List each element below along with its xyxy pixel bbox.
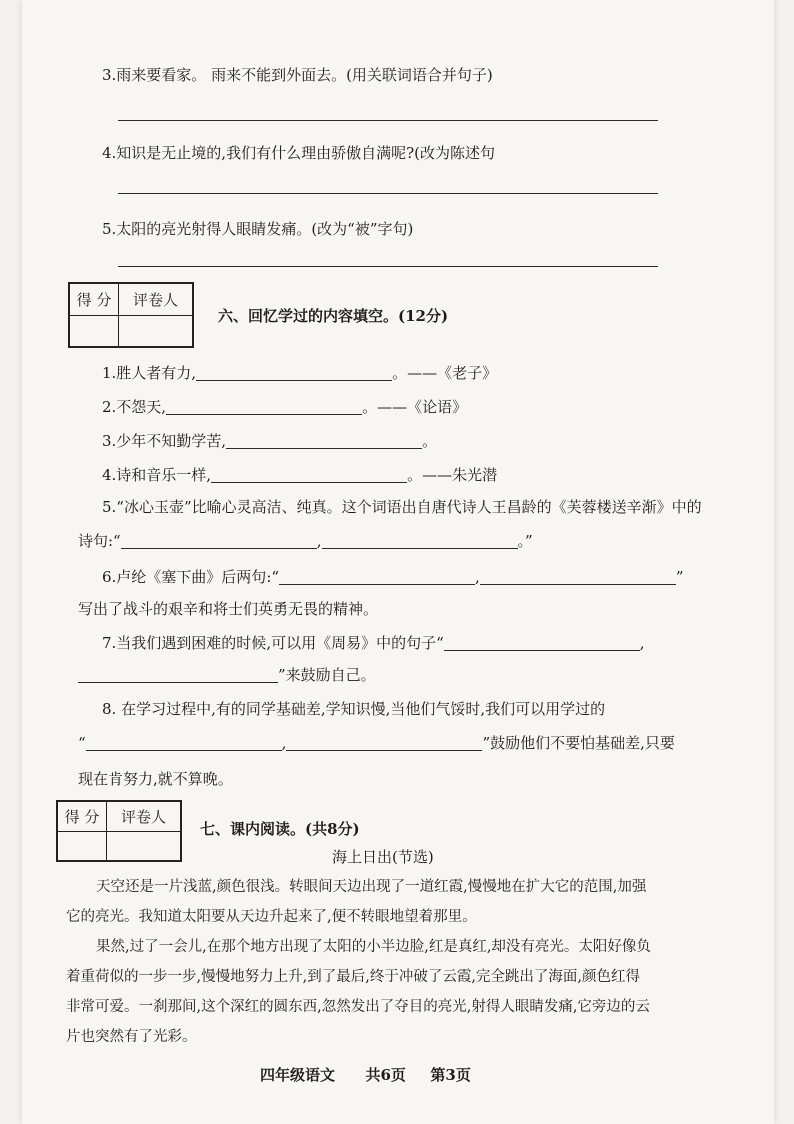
fill-blank[interactable] bbox=[322, 534, 518, 549]
score-cell[interactable] bbox=[70, 316, 118, 347]
exam-page bbox=[22, 0, 774, 1124]
answer-line[interactable] bbox=[118, 266, 658, 267]
passage-p1-line1: 天空还是一片浅蓝,颜色很浅。转眼间天边出现了一道红霞,慢慢地在扩大它的范围,加强 bbox=[96, 879, 647, 895]
question-6-6-line2: 写出了战斗的艰辛和将士们英勇无畏的精神。 bbox=[78, 600, 379, 618]
footer-subject: 四年级语文 bbox=[260, 1066, 336, 1084]
question-6-3: 3.少年不知勤学苦, 。 bbox=[102, 432, 438, 450]
score-box bbox=[68, 282, 194, 348]
fill-blank[interactable] bbox=[121, 534, 317, 549]
question-6-2: 2.不怨天, 。——《论语》 bbox=[102, 398, 468, 416]
question-6-1: 1.胜人者有力, 。——《老子》 bbox=[102, 364, 498, 382]
grader-label: 评卷人 bbox=[106, 802, 180, 831]
fill-blank[interactable] bbox=[286, 736, 482, 751]
fill-blank[interactable] bbox=[196, 366, 392, 381]
grader-label: 评卷人 bbox=[118, 284, 192, 315]
question-5-3: 3.雨来要看家。 雨来不能到外面去。(用关联词语合并句子) bbox=[102, 66, 493, 84]
fill-blank[interactable] bbox=[166, 400, 362, 415]
question-6-5-answer: 诗句:“ , 。” bbox=[78, 532, 533, 550]
fill-blank[interactable] bbox=[279, 570, 475, 585]
question-5-4: 4.知识是无止境的,我们有什么理由骄傲自满呢?(改为陈述句 bbox=[102, 144, 495, 162]
footer-total: 共6页 bbox=[365, 1066, 406, 1084]
score-label: 得 分 bbox=[76, 291, 112, 309]
answer-line[interactable] bbox=[118, 193, 658, 194]
question-5-5: 5.太阳的亮光射得人眼睛发痛。(改为“被”字句) bbox=[102, 220, 414, 238]
question-6-8: 8. 在学习过程中,有的同学基础差,学知识慢,当他们气馁时,我们可以用学过的 bbox=[102, 700, 606, 718]
section-7-title: 七、课内阅读。(共8分) bbox=[200, 820, 360, 838]
grader-cell[interactable] bbox=[106, 832, 180, 861]
fill-blank[interactable] bbox=[211, 468, 407, 483]
passage-p2-line1: 果然,过了一会儿,在那个地方出现了太阳的小半边脸,红是真红,却没有亮光。太阳好像负 bbox=[96, 939, 651, 955]
fill-blank[interactable] bbox=[78, 668, 278, 683]
question-6-7: 7.当我们遇到困难的时候,可以用《周易》中的句子“ , bbox=[102, 634, 645, 652]
fill-blank[interactable] bbox=[480, 570, 676, 585]
footer-page: 第3页 bbox=[430, 1066, 471, 1084]
passage-p2-line2: 着重荷似的一步一步,慢慢地努力上升,到了最后,终于冲破了云霞,完全跳出了海面,颜色红得 bbox=[66, 969, 641, 985]
score-cell[interactable] bbox=[58, 832, 106, 861]
section-6-title: 六、回忆学过的内容填空。(12分) bbox=[218, 307, 449, 325]
fill-blank[interactable] bbox=[86, 736, 282, 751]
score-label: 得 分 bbox=[64, 808, 100, 826]
question-6-8-line3: 现在肯努力,就不算晚。 bbox=[78, 770, 233, 788]
fill-blank[interactable] bbox=[444, 636, 640, 651]
fill-blank[interactable] bbox=[226, 434, 422, 449]
answer-line[interactable] bbox=[118, 120, 658, 121]
passage-p1-line2: 它的亮光。我知道太阳要从天边升起来了,便不转眼地望着那里。 bbox=[66, 909, 477, 925]
question-6-8-answer: “ , ”鼓励他们不要怕基础差,只要 bbox=[78, 734, 675, 752]
question-6-4: 4.诗和音乐一样, 。——朱光潜 bbox=[102, 466, 498, 484]
score-box bbox=[56, 800, 182, 862]
passage-title: 海上日出(节选) bbox=[332, 848, 434, 866]
grader-cell[interactable] bbox=[118, 316, 192, 347]
passage-p2-line4: 片也突然有了光彩。 bbox=[66, 1029, 197, 1045]
question-6-6: 6.卢纶《塞下曲》后两句:“ , ” bbox=[102, 568, 684, 586]
passage-p2-line3: 非常可爱。一刹那间,这个深红的圆东西,忽然发出了夺目的亮光,射得人眼睛发痛,它旁边的云 bbox=[66, 999, 650, 1015]
question-6-5: 5.“冰心玉壶”比喻心灵高洁、纯真。这个词语出自唐代诗人王昌龄的《芙蓉楼送辛渐》中的 bbox=[102, 498, 702, 516]
page-footer bbox=[260, 1064, 471, 1085]
question-6-7-line2: ”来鼓励自己。 bbox=[78, 664, 376, 686]
